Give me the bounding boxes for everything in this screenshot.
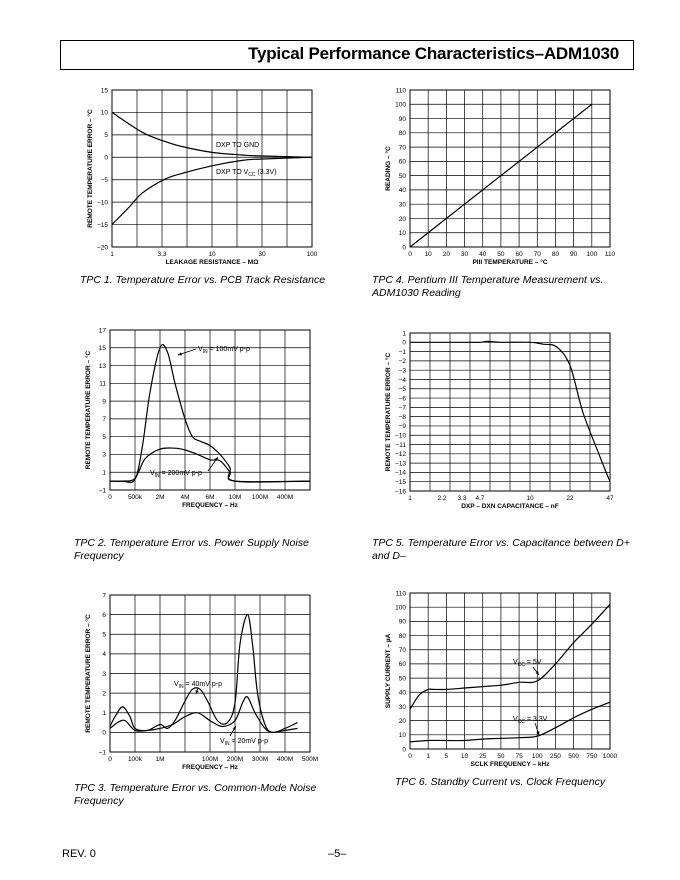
series-vin-20mv	[110, 697, 298, 733]
y-tick-label: −9	[398, 423, 406, 431]
y-tick-label: 110	[395, 590, 406, 598]
label-vcc-5v-main: V	[513, 659, 518, 666]
label-vcc-3v3-tail: = 3.3V	[524, 716, 548, 723]
y-tick-label: 1	[402, 330, 406, 338]
label-dxp-to-gnd-main: DXP TO GND	[216, 142, 260, 149]
x-tick-label: 500M	[301, 756, 319, 763]
y-tick-label: −6	[398, 395, 406, 403]
y-tick-label: 70	[398, 144, 406, 152]
y-tick-label: −5	[100, 177, 108, 185]
label-vcc-3v3-main: V	[513, 716, 518, 723]
chart-tpc2	[80, 325, 330, 515]
y-tick-label: 100	[395, 101, 406, 109]
x-tick-label: 100k	[127, 756, 143, 763]
annotation-arrowhead	[178, 352, 182, 355]
x-tick-label: 400M	[276, 756, 294, 763]
y-tick-label: 0	[104, 154, 108, 162]
x-tick-label: 6M	[205, 494, 215, 501]
y-tick-label: 6	[102, 611, 106, 619]
y-tick-label: 50	[398, 675, 406, 683]
x-tick-label: 25	[479, 753, 487, 760]
x-tick-label: 10	[208, 251, 216, 258]
x-tick-label: 10	[460, 753, 469, 760]
plot-area	[410, 333, 610, 491]
caption-tpc6: TPC 6. Standby Current vs. Clock Frequency	[395, 776, 606, 788]
label-vin-20mv	[220, 738, 268, 747]
y-tick-label: −3	[398, 367, 406, 375]
y-tick-label: −10	[394, 432, 406, 440]
label-dxp-to-vcc	[216, 169, 277, 178]
y-tick-label: −1	[98, 749, 106, 757]
chart-tpc1	[80, 85, 330, 270]
page-title: Typical Performance Characteristics–ADM1030	[248, 44, 619, 63]
x-tick-label: 10	[526, 495, 534, 502]
y-tick-label: 40	[398, 689, 406, 697]
y-tick-label: 17	[98, 327, 106, 335]
x-tick-label: 50	[497, 251, 505, 258]
caption-tpc4: TPC 4. Pentium III Temperature Measurement vs. ADM1030 Reading	[372, 274, 604, 299]
y-tick-label: 1	[102, 469, 106, 477]
label-vin-200mv-sub: IN	[154, 473, 160, 479]
x-tick-label: 75	[515, 753, 523, 760]
plot-area	[110, 330, 310, 490]
y-tick-label: 13	[98, 362, 106, 370]
x-tick-label: 100	[531, 753, 543, 760]
x-tick-label: 4.7	[475, 495, 485, 502]
x-tick-label: 5	[444, 753, 449, 760]
x-tick-label: 0	[408, 753, 412, 760]
y-tick-label: −1	[98, 487, 106, 495]
x-tick-label: 50	[497, 753, 505, 760]
y-tick-label: −8	[398, 413, 406, 421]
x-tick-label: 2M	[155, 494, 165, 501]
label-vin-20mv-main: V	[220, 738, 225, 745]
label-vin-40mv-main: V	[174, 681, 179, 688]
x-tick-label: 250	[550, 753, 561, 760]
caption-tpc5: TPC 5. Temperature Error vs. Capacitance between D+ and D–	[372, 537, 630, 562]
x-tick-label: 10M	[228, 494, 242, 501]
y-tick-label: 50	[398, 172, 406, 180]
label-vin-100mv-main: V	[198, 346, 203, 353]
plot-frame	[410, 593, 610, 749]
x-axis-label: SCLK FREQUENCY – kHz	[470, 761, 550, 768]
y-tick-label: −20	[96, 244, 108, 252]
x-tick-label: 400M	[276, 494, 294, 501]
y-tick-label: −14	[394, 469, 406, 477]
label-vin-200mv	[150, 470, 202, 479]
y-tick-label: 20	[398, 717, 406, 725]
y-tick-label: 80	[398, 130, 406, 138]
x-tick-label: 750	[586, 753, 598, 760]
label-vin-40mv-tail: = 40mV p-p	[183, 681, 222, 688]
y-tick-label: −5	[398, 386, 406, 394]
y-tick-label: 0	[102, 729, 106, 737]
y-tick-label: −7	[398, 404, 406, 412]
caption-tpc1: TPC 1. Temperature Error vs. PCB Track Resistance	[80, 274, 326, 286]
y-tick-label: 30	[398, 201, 406, 209]
y-tick-label: 3	[102, 670, 106, 678]
y-tick-label: −2	[398, 358, 406, 366]
y-tick-label: 100	[395, 604, 406, 612]
y-axis-label: READING – °C	[385, 146, 392, 191]
x-tick-label: 0	[408, 251, 412, 258]
caption-tpc2: TPC 2. Temperature Error vs. Power Supply Noise Frequency	[74, 537, 309, 562]
y-tick-label: 1	[102, 710, 106, 718]
label-dxp-to-vcc-main: DXP TO V	[216, 169, 249, 176]
y-tick-label: 9	[102, 398, 106, 406]
label-vin-20mv-tail: = 20mV p-p	[229, 738, 268, 745]
y-tick-label: 15	[100, 87, 108, 95]
x-tick-label: 100M	[251, 494, 269, 501]
label-vin-20mv-sub: IN	[224, 741, 230, 747]
label-vcc-3v3	[513, 716, 548, 725]
x-tick-label: 2.2	[437, 495, 447, 502]
footer-page-number: –5–	[328, 848, 347, 860]
label-vin-100mv	[198, 346, 250, 355]
x-tick-label: 100	[306, 251, 318, 258]
y-tick-label: 15	[98, 345, 106, 353]
y-tick-label: 90	[398, 115, 406, 123]
x-tick-label: 0	[108, 756, 112, 763]
x-tick-label: 4M	[180, 494, 190, 501]
caption-tpc3: TPC 3. Temperature Error vs. Common-Mode Noise Frequency	[74, 782, 317, 807]
y-tick-label: 30	[398, 703, 406, 711]
y-tick-label: 11	[99, 380, 106, 388]
y-tick-label: −11	[395, 441, 406, 449]
plot-area	[110, 595, 310, 752]
chart-tpc4	[380, 85, 620, 270]
y-tick-label: −13	[394, 460, 406, 468]
x-tick-label: 20	[442, 251, 450, 258]
x-tick-label: 60	[515, 251, 523, 258]
y-tick-label: 10	[398, 230, 406, 238]
x-tick-label: 22	[566, 495, 574, 502]
series-vcc-5v	[410, 604, 610, 709]
y-tick-label: −16	[394, 488, 406, 496]
label-vin-40mv-sub: IN	[178, 684, 184, 690]
label-vin-100mv-sub: IN	[202, 349, 208, 355]
x-tick-label: 1	[408, 495, 412, 502]
y-tick-label: −15	[96, 221, 108, 229]
x-tick-label: 0	[108, 494, 112, 501]
plot-area	[410, 593, 610, 749]
label-vcc-5v-tail: = 5V	[524, 659, 542, 666]
label-dxp-to-vcc-sub: CC	[248, 172, 256, 178]
x-tick-label: 110	[604, 251, 616, 258]
label-vin-100mv-tail: = 100mV p-p	[207, 346, 250, 353]
x-tick-label: 40	[479, 251, 487, 258]
x-tick-label: 1M	[155, 756, 165, 763]
chart-tpc5	[375, 325, 625, 515]
y-tick-label: −12	[394, 451, 406, 459]
x-tick-label: 500	[568, 753, 580, 760]
y-tick-label: 5	[102, 433, 106, 441]
label-vcc-3v3-sub: CC	[517, 719, 525, 725]
x-tick-label: 30	[460, 251, 469, 258]
x-tick-label: 300M	[251, 756, 269, 763]
y-tick-label: 7	[102, 592, 106, 600]
y-tick-label: −1	[398, 348, 406, 356]
y-tick-label: 5	[104, 132, 108, 140]
y-axis-label: REMOTE TEMPERATURE ERROR – °C	[87, 109, 94, 228]
x-tick-label: 100M	[201, 756, 219, 763]
x-tick-label: 100	[586, 251, 598, 258]
y-tick-label: 90	[398, 618, 406, 626]
x-axis-label: PIII TEMPERATURE – °C	[472, 259, 548, 266]
y-tick-label: 2	[102, 690, 106, 698]
y-tick-label: −4	[398, 376, 406, 384]
label-dxp-to-vcc-tail: (3.3V)	[255, 169, 277, 176]
x-tick-label: 1	[426, 753, 430, 760]
y-tick-label: 40	[398, 187, 406, 195]
x-tick-label: 3.3	[457, 495, 467, 502]
x-tick-label: 47	[606, 495, 614, 502]
y-tick-label: 60	[398, 158, 406, 166]
label-dxp-to-gnd	[216, 142, 259, 149]
x-axis-label: FREQUENCY – Hz	[182, 764, 238, 771]
x-tick-label: 80	[551, 251, 560, 258]
series-vcc-3v3	[410, 702, 610, 742]
y-tick-label: 10	[100, 109, 108, 117]
y-axis-label: REMOTE TEMPERATURE ERROR – °C	[85, 614, 92, 733]
x-tick-label: 1	[110, 251, 114, 258]
y-tick-label: 0	[402, 339, 406, 347]
footer-revision: REV. 0	[62, 848, 96, 860]
x-tick-label: 10	[424, 251, 432, 258]
label-vcc-5v-sub: CC	[517, 662, 525, 668]
y-tick-label: 70	[398, 647, 406, 655]
label-vin-200mv-tail: = 200mV p-p	[159, 470, 202, 477]
y-tick-label: 7	[102, 416, 106, 424]
y-tick-label: 80	[398, 632, 406, 640]
x-axis-label: LEAKAGE RESISTANCE – MΩ	[165, 259, 259, 266]
y-tick-label: 0	[402, 244, 406, 252]
y-tick-label: 60	[398, 661, 406, 669]
y-tick-label: 5	[102, 631, 106, 639]
header-box	[60, 40, 634, 70]
y-tick-label: 3	[102, 451, 106, 459]
y-axis-label: SUPPLY CURRENT – µA	[385, 633, 392, 709]
y-tick-label: 10	[398, 732, 406, 740]
y-tick-label: 20	[398, 215, 406, 223]
y-tick-label: 4	[102, 651, 106, 659]
y-tick-label: 110	[395, 87, 406, 95]
x-axis-label: FREQUENCY – Hz	[182, 502, 238, 509]
y-tick-label: −15	[394, 479, 406, 487]
x-tick-label: 90	[570, 251, 578, 258]
x-tick-label: 1000	[602, 753, 618, 760]
x-tick-label: 3.3	[157, 251, 167, 258]
y-tick-label: 0	[402, 746, 406, 754]
x-tick-label: 200M	[226, 756, 244, 763]
chart-tpc6	[375, 585, 625, 775]
annotation-arrowhead	[536, 731, 539, 735]
y-tick-label: −10	[96, 199, 108, 207]
x-tick-label: 70	[533, 251, 541, 258]
chart-tpc3	[80, 590, 330, 780]
plot-area	[112, 90, 312, 247]
y-axis-label: REMOTE TEMPERATURE ERROR – °C	[385, 352, 392, 472]
label-vin-200mv-main: V	[150, 470, 155, 477]
y-axis-label: REMOTE TEMPERATURE ERROR – °C	[85, 350, 92, 470]
x-tick-label: 30	[258, 251, 266, 258]
x-tick-label: 500k	[127, 494, 143, 501]
x-axis-label: DXP – DXN CAPACITANCE – nF	[461, 503, 559, 510]
